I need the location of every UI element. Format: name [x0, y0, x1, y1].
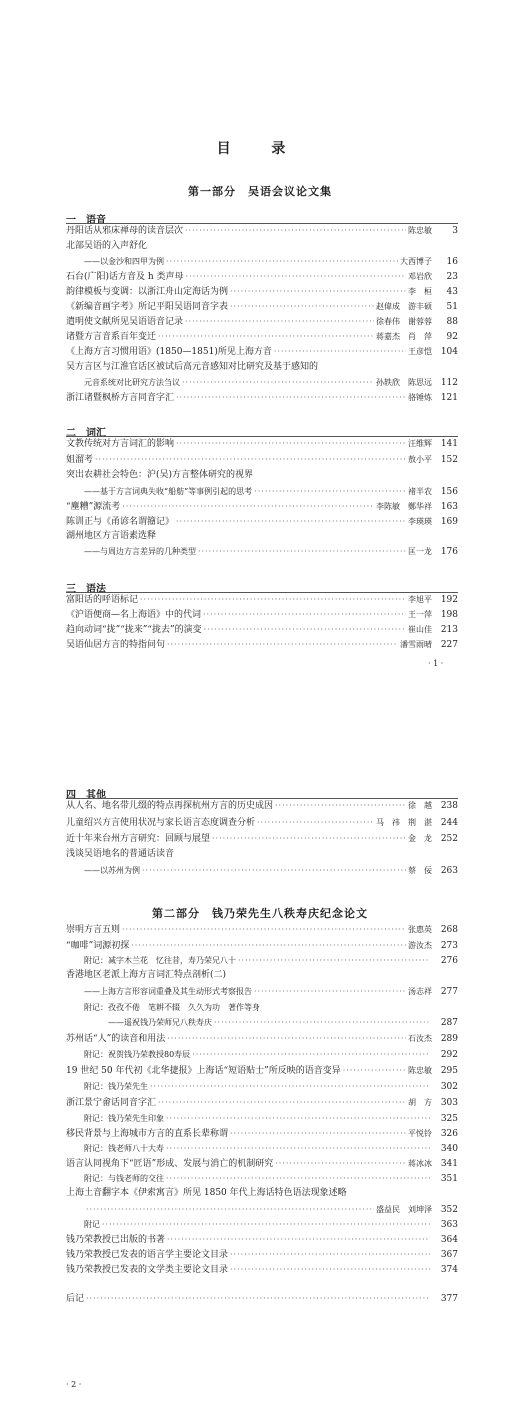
entry-title: 浅谈吴语地名的普通话读音	[66, 849, 175, 859]
toc-entry[interactable]	[66, 1263, 458, 1276]
leader-dots	[230, 1263, 430, 1277]
entry-title: 儿童绍兴方言使用状况与家长语言态度调查分析	[66, 818, 256, 828]
toc-entry[interactable]	[66, 832, 458, 845]
leader-dots	[275, 799, 406, 813]
entry-page: 227	[440, 640, 458, 650]
toc-entry[interactable]	[66, 300, 458, 313]
entry-author: 骆锤炼	[408, 393, 432, 402]
leader-dots	[275, 1157, 406, 1171]
leader-dots	[257, 816, 374, 830]
toc-entry[interactable]	[66, 1032, 458, 1045]
entry-author: 赵偉成 游丰硕	[376, 302, 432, 311]
entry-author: 李瑛瑛	[408, 517, 432, 526]
section-heading-other: 四 其他	[66, 790, 106, 801]
entry-author: 平悦铃	[408, 1129, 432, 1138]
toc-entry[interactable]	[66, 1157, 458, 1170]
entry-page: 263	[440, 866, 458, 876]
toc-entry[interactable]	[66, 315, 458, 328]
leader-dots	[158, 330, 374, 344]
toc-entry[interactable]	[66, 623, 458, 636]
toc-entry[interactable]	[66, 391, 458, 404]
toc-entry[interactable]	[84, 1112, 458, 1125]
entry-title: ——以金沙和四甲为例	[84, 257, 164, 266]
leader-dots	[140, 593, 406, 607]
entry-author: 陈忠敏	[408, 226, 432, 235]
entry-page: 302	[440, 1082, 458, 1092]
leader-dots	[167, 638, 398, 652]
toc-entry[interactable]	[108, 1016, 458, 1029]
entry-title: 语言认同视角下“匠语”形成、发展与消亡的机制研究	[66, 1159, 274, 1169]
entry-title: 文教传统对方言词汇的影响	[66, 439, 175, 449]
leader-dots	[166, 1142, 430, 1155]
entry-page: 351	[440, 1174, 458, 1184]
leader-dots	[238, 954, 430, 967]
entry-author: 李旭平	[408, 595, 432, 604]
toc-entry[interactable]	[66, 608, 458, 621]
toc-entry[interactable]	[84, 954, 458, 967]
entry-page: 23	[446, 272, 458, 282]
entry-page: 326	[440, 1129, 458, 1139]
entry-title: 韵律模板与变调：以浙江舟山定海话为例	[66, 287, 229, 297]
leader-dots	[214, 1016, 430, 1029]
entry-title: 《沪语便商—名上海语》中的代词	[66, 610, 202, 620]
entry-author: 汪维辉	[408, 439, 432, 448]
entry-author: 褚半农	[408, 487, 432, 496]
entry-author: 石汝杰	[408, 1034, 432, 1043]
entry-page: 341	[440, 1159, 458, 1169]
leader-dots	[122, 923, 406, 937]
entry-page: 112	[440, 378, 458, 388]
entry-author: 徐 越	[408, 801, 432, 810]
entry-title: 北部吴语的入声舒化	[66, 241, 148, 251]
toc-entry[interactable]	[66, 285, 458, 298]
toc-entry[interactable]	[66, 969, 458, 982]
entry-title: 湖州地区方言语素选释	[66, 531, 157, 541]
leader-dots	[230, 285, 406, 299]
toc-entry[interactable]	[66, 361, 458, 374]
toc-entry[interactable]	[66, 500, 458, 513]
toc-entry[interactable]	[66, 923, 458, 936]
leader-dots	[182, 376, 374, 389]
section-heading-grammar: 三 语法	[66, 584, 106, 595]
part-two-title: 第二部分 钱乃荣先生八秩寿庆纪念论文	[152, 907, 368, 920]
page-number-1: · 1 ·	[428, 659, 444, 668]
entry-title: 附记	[84, 1220, 100, 1229]
leader-dots	[212, 832, 406, 846]
leader-dots	[185, 315, 374, 329]
leader-dots	[343, 1064, 406, 1078]
entry-title: 石台(广阳)话方音及 h 类声母	[66, 272, 184, 282]
entry-page: 169	[440, 517, 458, 527]
entry-page: 244	[440, 818, 458, 828]
toc-entry[interactable]	[84, 1080, 458, 1093]
entry-title: 附记：孜孜不倦 笔耕不辍 久久为功 著作等身	[84, 1003, 260, 1012]
section-heading-lexicon: 二 词汇	[66, 428, 106, 439]
entry-title: 从人名、地名带儿缀的特点再探杭州方言的历史成因	[66, 801, 274, 811]
entry-title: 苏州话“人”的读音和用法	[66, 1034, 166, 1044]
entry-title: 趋向动词“拢”“拢来”“拢去”的演变	[66, 625, 202, 635]
page-title: 目 录	[216, 141, 304, 157]
entry-title: ——以苏州为例	[84, 866, 140, 875]
entry-page: 121	[440, 393, 458, 403]
entry-title: 元音系统对比研究方法刍议	[84, 378, 180, 387]
page-number-2: · 2 ·	[66, 1380, 82, 1389]
entry-page: 340	[440, 1144, 458, 1154]
entry-page: 295	[440, 1066, 458, 1076]
entry-page: 364	[440, 1235, 458, 1245]
toc-entry[interactable]	[66, 453, 458, 466]
leader-dots	[167, 1233, 430, 1247]
leader-dots	[186, 270, 406, 284]
entry-author: 汤志祥	[408, 987, 432, 996]
leader-dots	[274, 345, 406, 359]
entry-title: 诸暨方言音系百年变迁	[66, 332, 157, 342]
entry-page: 352	[440, 1205, 458, 1215]
leader-dots	[131, 939, 406, 953]
entry-title: 《新编音画字考》所记平阳吴语同音字表	[66, 302, 229, 312]
entry-page: 51	[446, 302, 458, 312]
entry-author: 金 龙	[408, 834, 432, 843]
entry-title: 《上海方言习惯用语》(1850—1851)所见上海方音	[66, 347, 272, 357]
toc-entry[interactable]	[84, 545, 458, 558]
toc-entry[interactable]	[66, 345, 458, 358]
entry-page: 303	[440, 1098, 458, 1108]
leader-dots	[150, 1080, 430, 1093]
entry-title: 吴方言区与江淮官话区被试后高元音感知对比研究及基于感知的	[66, 362, 319, 372]
entry-author: 敖小平	[408, 455, 432, 464]
toc-entry[interactable]	[66, 638, 458, 651]
leader-dots	[158, 1096, 406, 1110]
entry-author: 陈忠敏	[408, 1066, 432, 1075]
entry-page: 273	[440, 941, 458, 951]
toc-entry[interactable]	[84, 1172, 458, 1185]
toc-entry[interactable]	[66, 593, 458, 606]
entry-title: 富阳话的呼语标记	[66, 595, 139, 605]
entry-title: 姐溜考	[66, 455, 94, 465]
entry-page: 43	[446, 287, 458, 297]
leader-dots	[230, 300, 374, 314]
leader-dots	[142, 864, 406, 877]
toc-entry[interactable]	[66, 469, 458, 482]
leader-dots	[176, 391, 406, 405]
toc-entry[interactable]	[84, 1218, 458, 1231]
toc-entry[interactable]	[66, 816, 458, 829]
entry-author: 蔡 佞	[408, 866, 432, 875]
leader-dots	[166, 1112, 430, 1125]
entry-title: 遣明使文献所见吴语语音记录	[66, 317, 184, 327]
entry-title: 附记：与钱老师的交往	[84, 1174, 164, 1183]
entry-author: 马 祎 荆 湛	[376, 818, 432, 827]
leader-dots	[86, 1203, 374, 1216]
toc-entry[interactable]	[66, 848, 458, 861]
leader-dots	[167, 1032, 406, 1046]
leader-dots	[176, 515, 406, 529]
entry-title: 附记：钱乃荣先生印象	[84, 1114, 164, 1123]
entry-page: 289	[440, 1034, 458, 1044]
entry-page: 268	[440, 925, 458, 935]
entry-title: 钱乃荣教授已出版的书著	[66, 1235, 166, 1245]
entry-page: 325	[440, 1114, 458, 1124]
entry-author: 游汝杰	[408, 941, 432, 950]
entry-title: 崇明方言五则	[66, 925, 121, 935]
entry-page: 198	[440, 610, 458, 620]
entry-author: 张惠英	[408, 925, 432, 934]
leader-dots	[203, 608, 406, 622]
leader-dots	[95, 453, 406, 467]
entry-author: 徐春伟 谢蓉蓉	[376, 317, 432, 326]
entry-page: 252	[440, 834, 458, 844]
entry-title: ——上海方言形容词重叠及其生动形式考察报告	[84, 987, 252, 996]
toc-entry[interactable]	[66, 1233, 458, 1246]
leader-dots	[86, 1292, 430, 1306]
entry-title: ——遥祝钱乃荣师兄八秩寿庆	[108, 1018, 212, 1027]
toc-entry[interactable]	[66, 1064, 458, 1077]
leader-dots	[166, 255, 398, 268]
entry-title: 吴语仙居方言的特指问句	[66, 640, 166, 650]
leader-dots	[192, 1048, 430, 1061]
entry-page: 92	[446, 332, 458, 342]
toc-entry[interactable]	[84, 255, 458, 268]
entry-title: 钱乃荣教授已发表的文学类主要论文目录	[66, 1265, 229, 1275]
entry-page: 277	[440, 987, 458, 997]
entry-page: 374	[440, 1265, 458, 1275]
entry-page: 3	[452, 226, 458, 236]
toc-entry[interactable]	[84, 485, 458, 498]
toc-entry[interactable]	[84, 985, 458, 998]
entry-page: 176	[440, 547, 458, 557]
toc-entry[interactable]	[84, 864, 458, 877]
entry-author: 胡 方	[408, 1098, 432, 1107]
entry-title: 香港地区老派上海方言词汇特点剖析(二)	[66, 970, 227, 980]
toc-entry[interactable]	[84, 1048, 458, 1061]
entry-page: 377	[440, 1294, 458, 1304]
toc-entry[interactable]	[66, 799, 458, 812]
entry-author: 李 桓	[408, 287, 432, 296]
entry-page: 16	[446, 257, 458, 267]
entry-title: 后记	[66, 1294, 85, 1304]
entry-title: 突出农耕社会特色：沪(吴)方言整体研究的视界	[66, 470, 254, 480]
toc-entry[interactable]	[66, 270, 458, 283]
entry-author: 大西博子	[400, 257, 432, 266]
entry-title: 附记：减字木兰花 忆往昔，寿乃荣兄八十	[84, 956, 236, 965]
entry-title: ——基于方言词典失收“船舫”等事例引起的思考	[84, 487, 253, 496]
entry-page: 238	[440, 801, 458, 811]
entry-page: 276	[440, 956, 458, 966]
entry-author: 匡一龙	[408, 547, 432, 556]
entry-page: 192	[440, 595, 458, 605]
toc-entry[interactable]	[66, 240, 458, 253]
leader-dots	[122, 500, 374, 514]
entry-author: 邓岩欣	[408, 272, 432, 281]
entry-title: 19 世纪 50 年代初《北华捷报》上海话“短语贴士”所反映的语音变异	[66, 1066, 341, 1076]
toc-entry[interactable]	[66, 1292, 458, 1305]
entry-author: 潘雪雨晴	[400, 640, 432, 649]
leader-dots	[230, 1248, 430, 1262]
toc-entry[interactable]	[66, 330, 458, 343]
entry-page: 367	[440, 1250, 458, 1260]
entry-title: 附记：钱老师八十大寿	[84, 1144, 164, 1153]
leader-dots	[166, 1172, 430, 1185]
entry-page: 163	[440, 502, 458, 512]
entry-title: 移民背景与上海城市方言的直系长辈称谓	[66, 1129, 229, 1139]
entry-author: 崔山佳	[408, 625, 432, 634]
entry-page: 292	[440, 1050, 458, 1060]
entry-author: 孙轶欣 陈思远	[376, 378, 432, 387]
toc-entry[interactable]	[66, 1187, 458, 1200]
toc-entry[interactable]	[66, 1127, 458, 1140]
toc-entry[interactable]	[66, 530, 458, 543]
entry-author: 蒋冰冰	[408, 1159, 432, 1168]
entry-title: 浙江诸暨枫桥方言同音字汇	[66, 393, 175, 403]
entry-title: “塵糟”源流考	[66, 502, 121, 512]
toc-entry[interactable]	[66, 437, 458, 450]
entry-author: 蒋嘉杰 肖 萍	[376, 332, 432, 341]
toc-entry[interactable]	[66, 1096, 458, 1109]
entry-page: 363	[440, 1220, 458, 1230]
toc-entry[interactable]	[84, 1001, 458, 1014]
entry-title: 附记：钱乃荣先生	[84, 1082, 148, 1091]
toc-entry[interactable]	[66, 939, 458, 952]
entry-page: 213	[440, 625, 458, 635]
entry-title: ——与周边方言差异的几种类型	[84, 547, 196, 556]
toc-entry[interactable]	[66, 1248, 458, 1261]
leader-dots	[198, 545, 406, 558]
entry-page: 88	[446, 317, 458, 327]
entry-title: 附记：祝贺钱乃荣教授80寿辰	[84, 1050, 191, 1059]
entry-page: 287	[440, 1018, 458, 1028]
entry-author: 盛益民 刘坤泽	[376, 1205, 432, 1214]
leader-dots	[254, 485, 406, 498]
entry-title: “咖啡”词源初探	[66, 941, 130, 951]
entry-title: 丹阳话从邪床禅母的读音层次	[66, 226, 184, 236]
toc-entry[interactable]	[66, 515, 458, 528]
entry-author: 王彦恺	[408, 347, 432, 356]
entry-title: 近十年来台州方言研究：回顾与展望	[66, 834, 211, 844]
leader-dots	[254, 985, 406, 998]
toc-entry[interactable]	[84, 1142, 458, 1155]
entry-page: 104	[440, 347, 458, 357]
entry-page: 156	[440, 487, 458, 497]
leader-dots	[185, 224, 406, 238]
leader-dots	[176, 437, 406, 451]
leader-dots	[102, 1218, 430, 1231]
entry-title: 上海土音翻字本《伊索寓言》所见 1850 年代上海话特色语法现象述略	[66, 1188, 347, 1198]
entry-page: 152	[440, 455, 458, 465]
part-one-title: 第一部分 吴语会议论文集	[188, 185, 332, 198]
entry-title: 陈训正与《甬谚名谓籀记》	[66, 517, 175, 527]
leader-dots	[230, 1127, 406, 1141]
leader-dots	[204, 623, 406, 637]
entry-page: 141	[440, 439, 458, 449]
entry-author: 李陈敏 鄭华祥	[376, 502, 432, 511]
section-heading-phonology: 一 语音	[66, 215, 106, 226]
toc-entry[interactable]	[84, 376, 458, 389]
toc-entry[interactable]	[66, 224, 458, 237]
entry-author: 王一萍	[408, 610, 432, 619]
entry-title: 浙江景宁畲话同音字汇	[66, 1098, 157, 1108]
toc-entry[interactable]	[84, 1203, 458, 1216]
entry-title: 钱乃荣教授已发表的语言学主要论文目录	[66, 1250, 229, 1260]
